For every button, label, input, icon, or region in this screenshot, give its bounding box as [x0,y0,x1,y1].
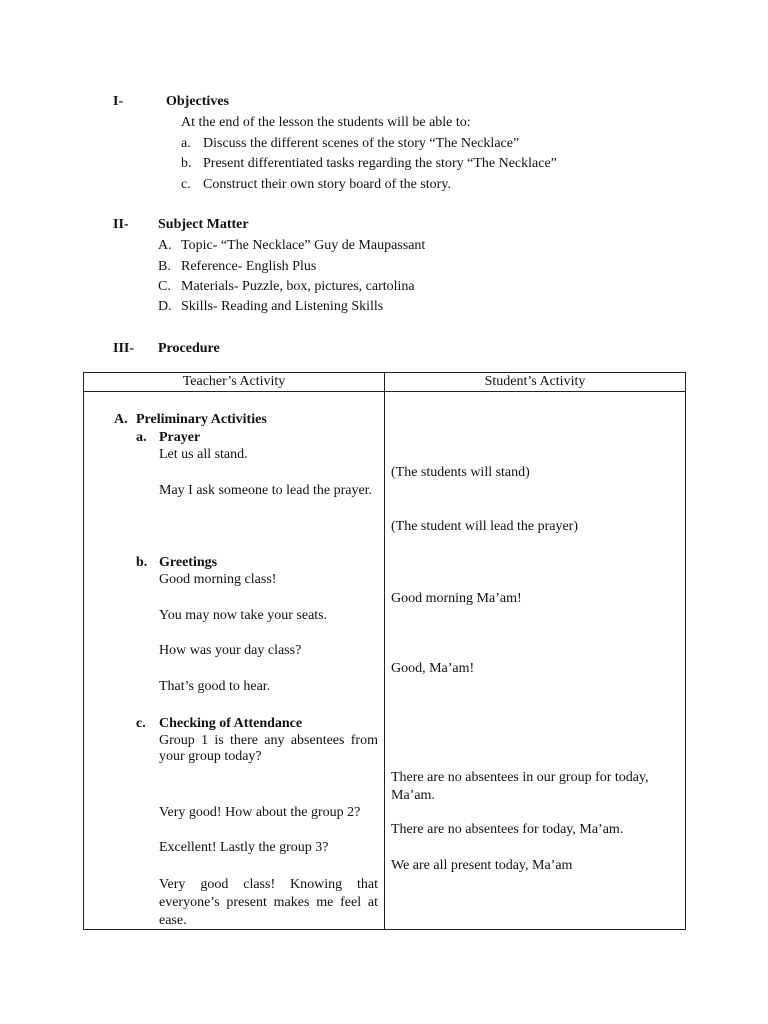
subject-matter-numeral: II- [113,217,129,232]
subject-marker: C. [158,279,171,294]
subject-item: Topic- “The Necklace” Guy de Maupassant [181,238,426,253]
objective-marker: a. [181,136,191,151]
section-title: Preliminary Activities [136,412,267,427]
student-line: There are no absentees for today, Ma’am. [391,822,624,837]
teacher-activity-header: Teacher’s Activity [84,373,385,392]
attendance-title: Checking of Attendance [159,716,303,731]
student-line: There are no absentees in our group for today, Ma’am. [391,770,649,803]
teacher-line: Good morning class! [159,572,277,587]
student-activity-header: Student’s Activity [385,373,686,392]
teacher-line: Very good class! Knowing that everyone’s present makes me feel at ease. [159,877,378,928]
student-activity-cell [385,392,686,930]
teacher-line: Group 1 is there any absentees from your group today? [159,733,378,764]
objectives-heading: Objectives [166,94,229,109]
objective-marker: c. [181,177,191,192]
teacher-line: Very good! How about the group 2? [159,805,361,820]
objectives-numeral: I- [113,94,124,109]
objective-item: Construct their own story board of the story. [203,177,451,192]
objective-item: Present differentiated tasks regarding the story “The Necklace” [203,156,557,171]
subject-marker: A. [158,238,172,253]
procedure-table [83,372,686,930]
student-line: Good, Ma’am! [391,661,475,676]
student-line: Good morning Ma’am! [391,591,522,606]
student-line: We are all present today, Ma’am [391,858,573,873]
student-line: (The student will lead the prayer) [391,519,578,534]
teacher-activity-cell [84,392,385,930]
student-line: (The students will stand) [391,465,530,480]
teacher-line: Excellent! Lastly the group 3? [159,840,329,855]
attendance-marker: c. [136,716,146,731]
subject-matter-heading: Subject Matter [158,217,249,232]
subject-item: Materials- Puzzle, box, pictures, cartolina [181,279,415,294]
prayer-title: Prayer [159,430,201,445]
objective-item: Discuss the different scenes of the story “The Necklace” [203,136,520,151]
procedure-heading: Procedure [158,341,220,356]
prayer-marker: a. [136,430,147,445]
procedure-numeral: III- [113,341,135,356]
teacher-line: Let us all stand. [159,447,248,462]
subject-item: Reference- English Plus [181,259,317,274]
teacher-line: How was your day class? [159,643,302,658]
subject-item: Skills- Reading and Listening Skills [181,299,384,314]
subject-marker: D. [158,299,172,314]
teacher-line: That’s good to hear. [159,679,271,694]
teacher-line: May I ask someone to lead the prayer. [159,483,373,498]
objectives-intro: At the end of the lesson the students will be able to: [181,115,471,130]
subject-marker: B. [158,259,171,274]
teacher-line: You may now take your seats. [159,608,328,623]
objective-marker: b. [181,156,192,171]
greetings-title: Greetings [159,555,218,570]
section-marker: A. [114,412,128,427]
greetings-marker: b. [136,555,148,570]
